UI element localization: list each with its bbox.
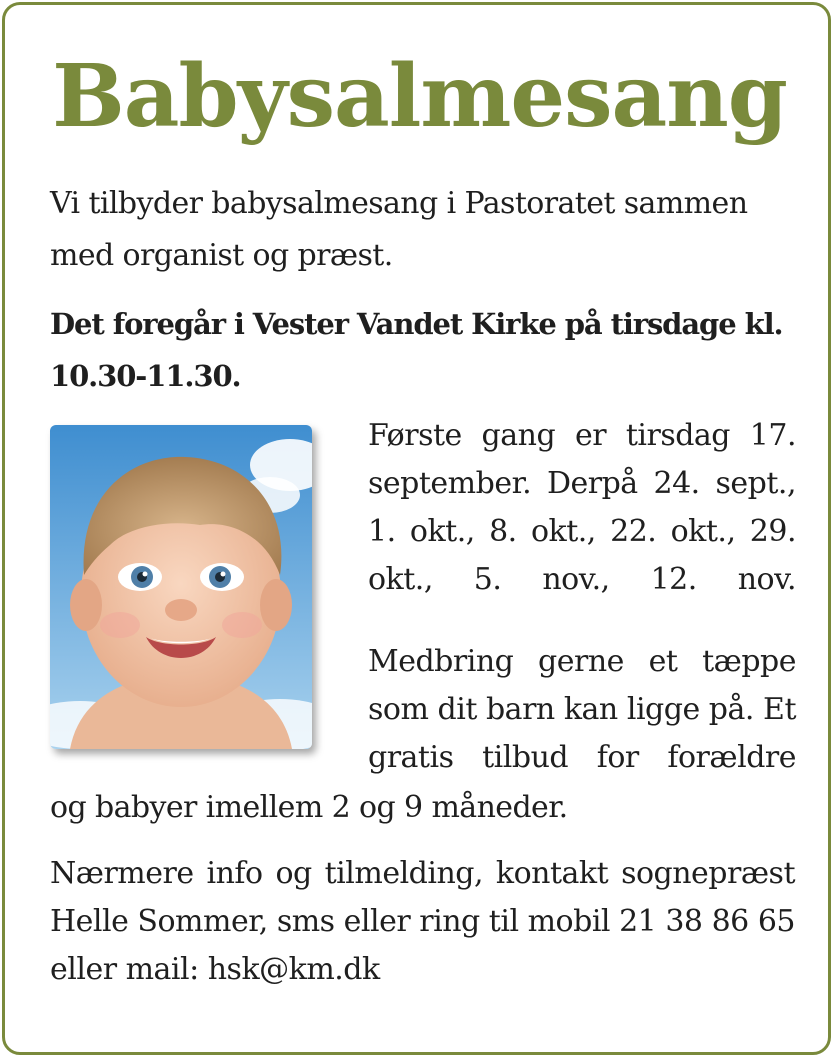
intro-paragraph: Vi tilbyder babysalmesang i Pastoratet sammen med organist og præst. — [50, 186, 748, 273]
location-paragraph: Det foregår i Vester Vandet Kirke på tirsdage kl. 10.30-11.30. — [50, 307, 783, 393]
page-title: Babysalmesang — [52, 46, 787, 147]
bring-paragraph-end: og babyer imellem 2 og 9 måneder. — [50, 790, 568, 825]
baby-illustration — [50, 425, 312, 749]
contact-paragraph: Nærmere info og tilmelding, kontakt sognepræst Helle Sommer, sms eller ring til mobil 21 38 86 65 eller mail: hsk@km.dk — [50, 856, 795, 987]
bring-paragraph: Medbring gerne et tæppe som dit barn kan ligge på. Et gratis tilbud for forældre — [368, 644, 796, 775]
dates-paragraph: Første gang er tirsdag 17. september. Derpå 24. sept., 1. okt., 8. okt., 22. okt., 29. okt., 5. nov., 12. nov. — [368, 418, 796, 597]
baby-photo — [50, 425, 312, 749]
